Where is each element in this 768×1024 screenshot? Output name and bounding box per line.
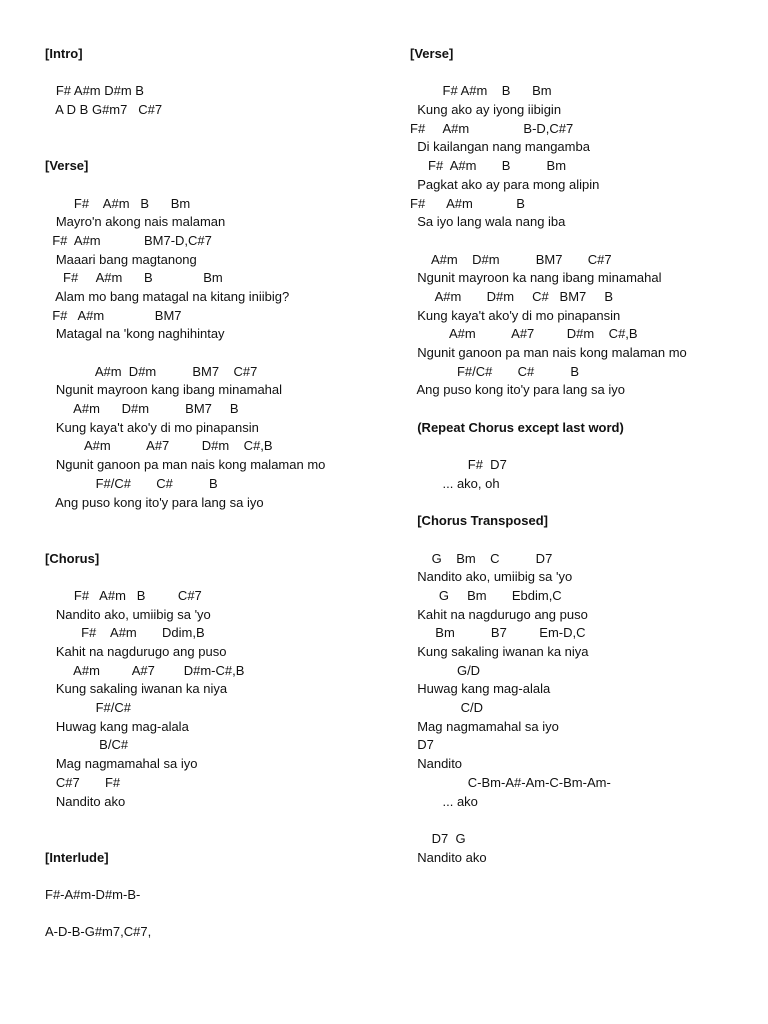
lyric-line: Nandito ako, umiibig sa 'yo [410,569,573,585]
right-column [410,45,768,867]
lyric-line: Ngunit ganoon pa man nais kong malaman mo [45,457,326,473]
lyric-line: F#-A#m-D#m-B- [45,886,141,902]
lyric-line: Nandito ako, umiibig sa 'yo [45,606,211,622]
lyric-line: Kung sakaling iwanan ka niya [45,681,228,697]
lyric-line: A D B G#m7 C#7 [45,102,163,118]
lyric-line: G Bm Ebdim,C [410,587,562,603]
lyric-line: ... ako, oh [410,475,500,491]
lyric-line: Kahit na nagdurugo ang puso [410,606,588,622]
lyric-line: Pagkat ako ay para mong alipin [410,176,600,192]
lyric-line: C#7 F# [45,774,121,790]
lyric-line: Ang puso kong ito'y para lang sa iyo [45,494,264,510]
lyric-line [410,494,768,513]
lyric-line: Matagal na 'kong naghihintay [45,326,225,342]
lyric-line: F# D7 [410,457,507,473]
lyric-line [45,120,415,139]
lyric-line: F#/C# [45,700,131,716]
lyric-line: Nandito ako [410,849,487,865]
lyric-line: Kung kaya't ako'y di mo pinapansin [45,419,259,435]
section-heading: (Repeat Chorus except last word) [410,419,624,435]
lyric-line: F#/C# C# B [45,475,218,491]
lyric-line: F# A#m BM7-D,C#7 [45,232,212,248]
lyric-line [45,867,415,886]
lyric-line: F# A#m Ddim,B [45,625,205,641]
section-heading: [Chorus] [45,550,100,566]
lyric-line: F# A#m B [410,195,525,211]
lyric-line: F#/C# C# B [410,363,580,379]
lyric-line: Di kailangan nang mangamba [410,139,590,155]
lyric-line: Mayro'n akong nais malaman [45,214,226,230]
lyric-line: A-D-B-G#m7,C#7, [45,924,152,940]
lyric-line [410,64,768,83]
lyric-line [45,568,415,587]
lyric-line: Ang puso kong ito'y para lang sa iyo [410,382,625,398]
lyric-line: Ngunit mayroon ka nang ibang minamahal [410,270,662,286]
lyric-line [45,531,415,550]
lyric-line: G/D [410,662,481,678]
lyric-line: F# A#m B C#7 [45,587,202,603]
lyric-line: F# A#m B Bm [45,195,191,211]
lyric-line: Kahit na nagdurugo ang puso [45,644,227,659]
lyric-line: Sa iyo lang wala nang iba [410,214,566,230]
lyric-line: A#m D#m C# BM7 B [410,288,613,304]
lyric-line: F# A#m B Bm [410,158,567,174]
lyric-line: B/C# [45,737,129,753]
lyric-line: F# A#m B-D,C#7 [410,120,574,136]
lyric-line: A#m D#m BM7 C#7 [45,363,258,379]
section-heading: [Intro] [45,46,83,61]
lyric-line [410,531,768,550]
lyric-line: A#m D#m BM7 C#7 [410,251,612,267]
section-heading: [Verse] [45,158,89,174]
lyric-line [410,811,768,830]
lyric-line: A#m D#m BM7 B [45,401,239,417]
lyric-line [45,905,415,924]
lyric-line [45,64,415,83]
left-column [45,45,415,942]
lyric-line: D7 [410,737,434,753]
lyric-line: C/D [410,700,483,716]
lyric-line [410,400,768,419]
lyric-line: Maaari bang magtanong [45,251,197,267]
lyric-line: A#m A#7 D#m C#,B [45,438,273,454]
lyric-line: Nandito ako [45,793,126,809]
lyric-line: Ngunit ganoon pa man nais kong malaman mo [410,345,687,360]
lyric-line: D7 G [410,830,466,846]
lyric-line [410,437,768,456]
lyric-line [45,344,415,363]
lyric-line [45,138,415,157]
section-heading: [Interlude] [45,849,109,865]
lyric-line: F# A#m BM7 [45,307,182,323]
lyric-line: F# A#m B Bm [410,83,552,99]
lyric-line: Kung ako ay iyong iibigin [410,102,562,118]
lyric-line: A#m A#7 D#m-C#,B [45,662,245,678]
lyric-line [410,232,768,251]
section-heading: [Chorus Transposed] [410,513,548,529]
lyric-line: F# A#m B Bm [45,270,223,286]
section-heading: [Verse] [410,46,454,61]
lyric-line: Mag nagmamahal sa iyo [410,718,559,734]
lyric-line [45,830,415,849]
lyric-line: Ngunit mayroon kang ibang minamahal [45,382,283,398]
lyric-line: Huwag kang mag-alala [45,718,189,734]
lyric-line [45,811,415,830]
lyric-line: F# A#m D#m B [45,83,144,99]
lyric-line: Alam mo bang matagal na kitang iniibig? [45,288,290,304]
lyric-line: G Bm C D7 [410,550,553,566]
lyric-line [45,176,415,195]
lyric-line: Nandito [410,756,463,772]
lyric-line: Kung kaya't ako'y di mo pinapansin [410,307,621,323]
lyric-line: Bm B7 Em-D,C [410,625,586,641]
lyric-line: A#m A#7 D#m C#,B [410,326,638,342]
lyric-line: Mag nagmamahal sa iyo [45,756,198,772]
lyric-line [45,512,415,531]
lyric-line: ... ako [410,793,478,809]
lyric-line: Kung sakaling iwanan ka niya [410,644,589,659]
lyric-line: C-Bm-A#-Am-C-Bm-Am- [410,774,611,790]
lyric-line: Huwag kang mag-alala [410,681,551,697]
